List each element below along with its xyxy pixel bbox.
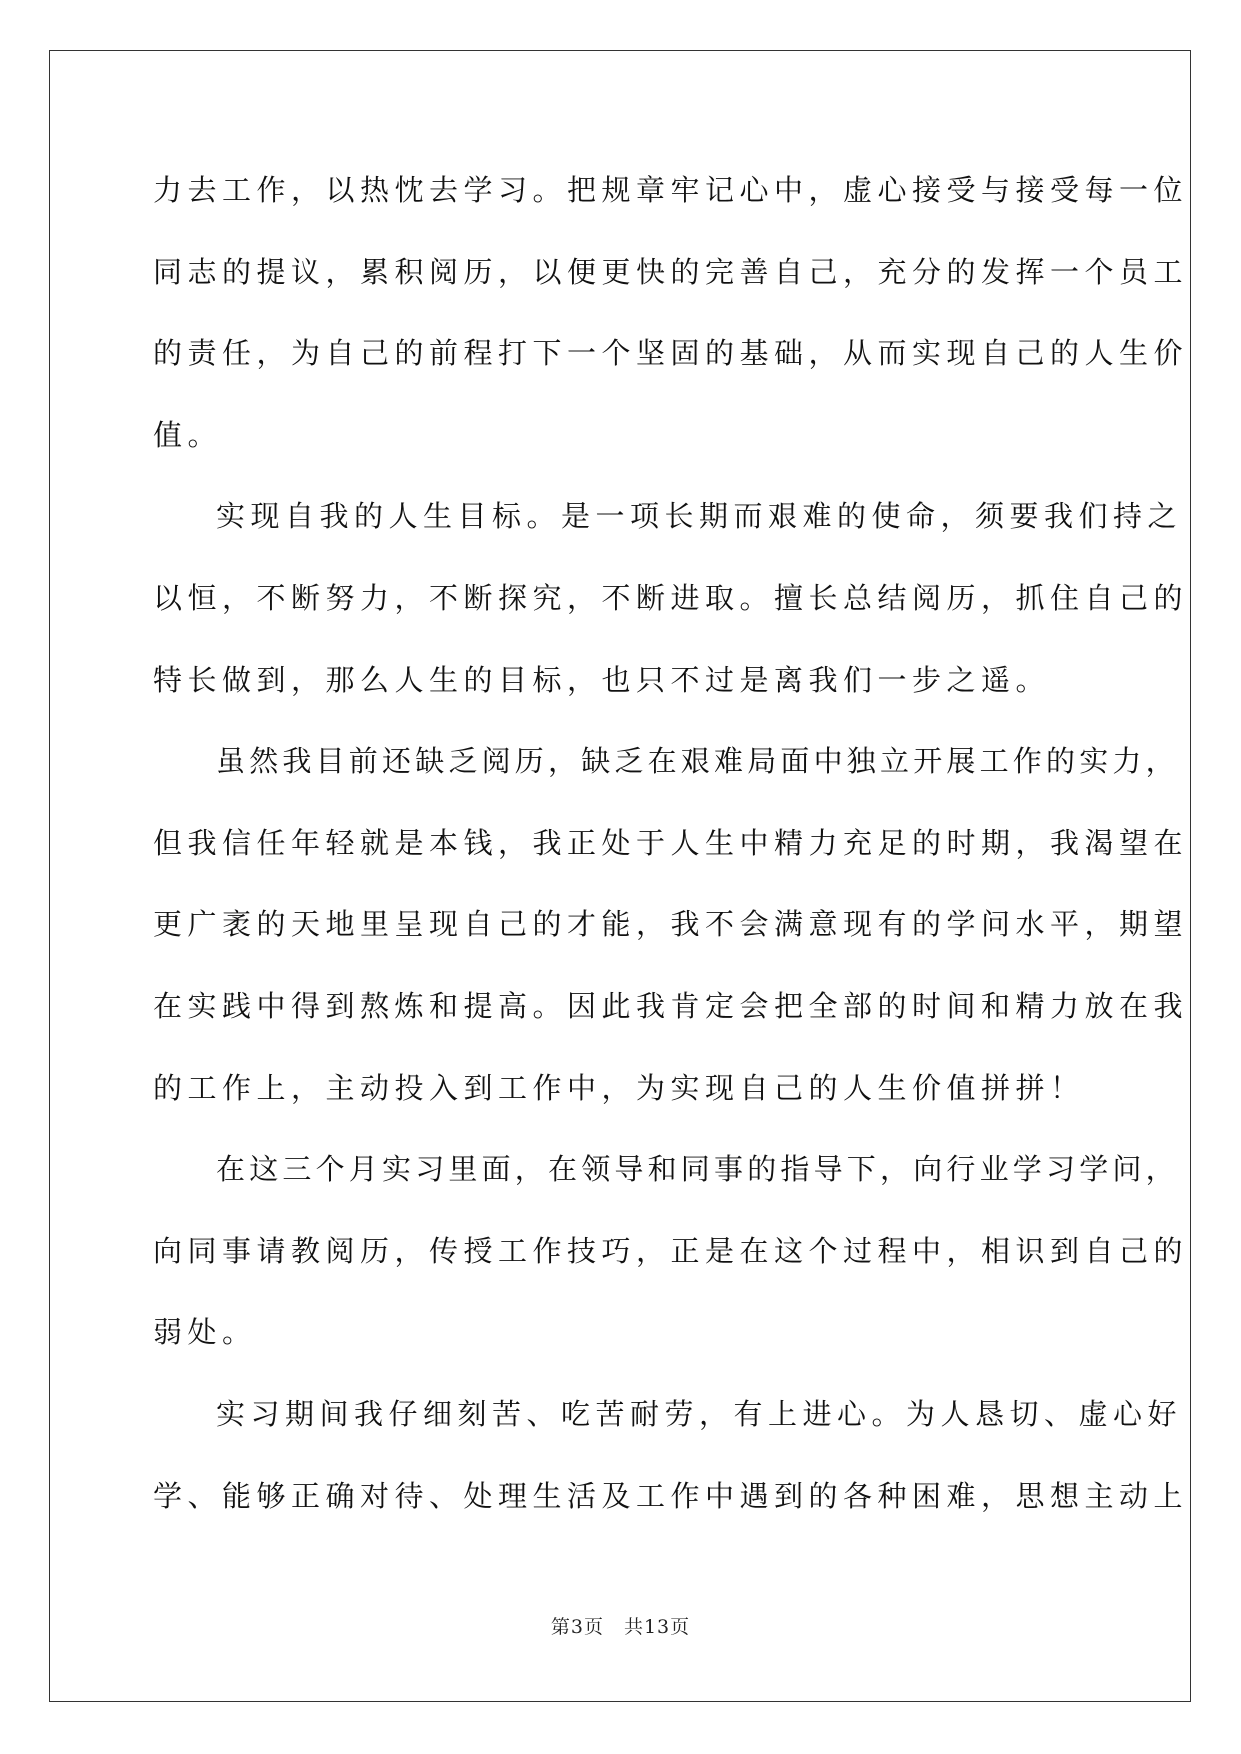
text-line: 特长做到，那么人生的目标，也只不过是离我们一步之遥。 (153, 662, 1051, 697)
text-line: 向同事请教阅历，传授工作技巧，正是在这个过程中，相识到自己的 (153, 1233, 1189, 1268)
text-line: 的责任，为自己的前程打下一个坚固的基础，从而实现自己的人生价 (153, 336, 1189, 371)
paragraph-first-line: 实现自我的人生目标。是一项长期而艰难的使命，须要我们持之 (216, 499, 1183, 534)
document-body (153, 150, 1189, 1537)
text-line: 以恒，不断努力，不断探究，不断进取。擅长总结阅历，抓住自己的 (153, 580, 1189, 615)
text-line: 弱处。 (153, 1315, 257, 1350)
paragraph-first-line: 虽然我目前还缺乏阅历，缺乏在艰难局面中独立开展工作的实力， (216, 744, 1179, 779)
text-line: 的工作上，主动投入到工作中，为实现自己的人生价值拼拼！ (153, 1070, 1085, 1105)
text-line: 更广袤的天地里呈现自己的才能，我不会满意现有的学问水平，期望 (153, 907, 1189, 942)
text-line: 同志的提议，累积阅历，以便更快的完善自己，充分的发挥一个员工 (153, 254, 1189, 289)
text-line: 但我信任年轻就是本钱，我正处于人生中精力充足的时期，我渴望在 (153, 825, 1189, 860)
text-line: 值。 (153, 417, 223, 452)
paragraph-first-line: 实习期间我仔细刻苦、吃苦耐劳，有上进心。为人恳切、虚心好 (216, 1396, 1183, 1431)
paragraph-first-line: 在这三个月实习里面，在领导和同事的指导下，向行业学习学问， (216, 1152, 1179, 1187)
text-line: 学、能够正确对待、处理生活及工作中遇到的各种困难，思想主动上 (153, 1478, 1189, 1513)
text-line: 力去工作，以热忱去学习。把规章牢记心中，虚心接受与接受每一位 (153, 173, 1189, 207)
page-number-footer: 第3页 共13页 (550, 1616, 691, 1638)
text-line: 在实践中得到熬炼和提高。因此我肯定会把全部的时间和精力放在我 (153, 988, 1189, 1023)
